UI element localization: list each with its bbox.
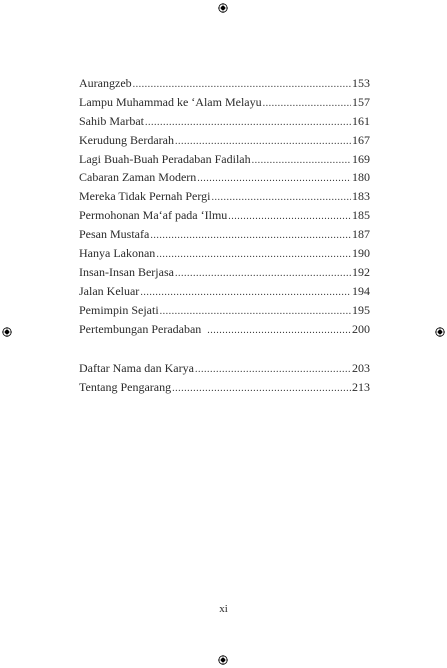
- toc-entry: [79, 168, 370, 187]
- page-number: xi: [219, 603, 228, 615]
- toc-entry-page: 200: [352, 321, 370, 336]
- toc-entry: [79, 93, 370, 112]
- toc-entry: [79, 206, 370, 225]
- toc-entry-title: Permohonan Ma‘af pada ‘Ilmu: [79, 208, 228, 223]
- toc-entry-page: 161: [352, 113, 370, 128]
- toc-entry: [79, 359, 370, 378]
- toc-leader-dots: [211, 189, 351, 208]
- toc-entry-title: Pesan Mustafa: [79, 227, 150, 242]
- toc-main-section: [79, 74, 370, 338]
- toc-leader-dots: [172, 380, 351, 399]
- toc-entry-title: Lampu Muhammad ke ‘Alam Melayu: [79, 94, 262, 109]
- registration-mark-icon: [435, 327, 445, 337]
- toc-entry-page: 183: [352, 189, 370, 204]
- toc-entry-title: Sahib Marbat: [79, 113, 144, 128]
- toc-entry-title: Jalan Keluar: [79, 283, 140, 298]
- toc-entry: [79, 378, 370, 397]
- toc-entry: [79, 282, 370, 301]
- toc-entry: [79, 244, 370, 263]
- toc-entry-page: 213: [352, 380, 370, 395]
- toc-entry: [79, 187, 370, 206]
- toc-entry-page: 153: [352, 76, 370, 90]
- toc-entry-page: 185: [352, 208, 370, 223]
- registration-mark-icon: [218, 3, 228, 13]
- toc-entry-title: Tentang Pengarang: [79, 380, 172, 395]
- toc-entry-title: Hanya Lakonan: [79, 246, 156, 261]
- toc-entry-page: 203: [352, 361, 370, 376]
- toc-leader-dots: [228, 208, 351, 227]
- registration-mark-icon: [2, 327, 12, 337]
- toc-entry: [79, 112, 370, 131]
- toc-leader-dots: [175, 265, 351, 284]
- toc-leader-dots: [252, 152, 351, 171]
- toc-entry-title: Daftar Nama dan Karya: [79, 361, 194, 376]
- toc-leader-dots: [207, 322, 351, 341]
- toc-entry-title: Cabaran Zaman Modern: [79, 170, 197, 185]
- toc-entry-page: 167: [352, 132, 370, 147]
- toc-entry-title: Pertembungan Peradaban: [79, 321, 202, 336]
- table-of-contents: [79, 74, 370, 397]
- toc-entry-title: Aurangzeb: [79, 76, 132, 90]
- toc-back-matter-section: [79, 359, 370, 397]
- toc-leader-dots: [156, 246, 351, 265]
- toc-entry-title: Kerudung Berdarah: [79, 132, 174, 147]
- toc-entry: [79, 150, 370, 169]
- toc-entry: [79, 131, 370, 150]
- toc-leader-dots: [150, 227, 351, 246]
- toc-entry-title: Mereka Tidak Pernah Pergi: [79, 189, 211, 204]
- toc-entry-page: 194: [352, 283, 370, 298]
- toc-entry: [79, 263, 370, 282]
- toc-entry-page: 190: [352, 246, 370, 261]
- toc-leader-dots: [145, 114, 351, 133]
- toc-entry-page: 157: [352, 94, 370, 109]
- toc-entry: [79, 301, 370, 320]
- section-gap: [79, 338, 370, 359]
- toc-entry-page: 169: [352, 151, 370, 166]
- toc-entry: [79, 320, 370, 339]
- registration-mark-icon: [218, 655, 228, 665]
- toc-leader-dots: [263, 95, 351, 114]
- toc-leader-dots: [195, 361, 351, 380]
- toc-entry: [79, 225, 370, 244]
- toc-entry-title: Pemimpin Sejati: [79, 302, 159, 317]
- toc-leader-dots: [197, 170, 351, 189]
- toc-entry-page: 192: [352, 264, 370, 279]
- toc-entry-title: Insan-Insan Berjasa: [79, 264, 174, 279]
- toc-entry-title: Lagi Buah-Buah Peradaban Fadilah: [79, 151, 251, 166]
- toc-entry: [79, 74, 370, 93]
- toc-leader-dots: [140, 284, 351, 303]
- toc-entry-page: 180: [352, 170, 370, 185]
- toc-entry-page: 187: [352, 227, 370, 242]
- toc-entry-page: 195: [352, 302, 370, 317]
